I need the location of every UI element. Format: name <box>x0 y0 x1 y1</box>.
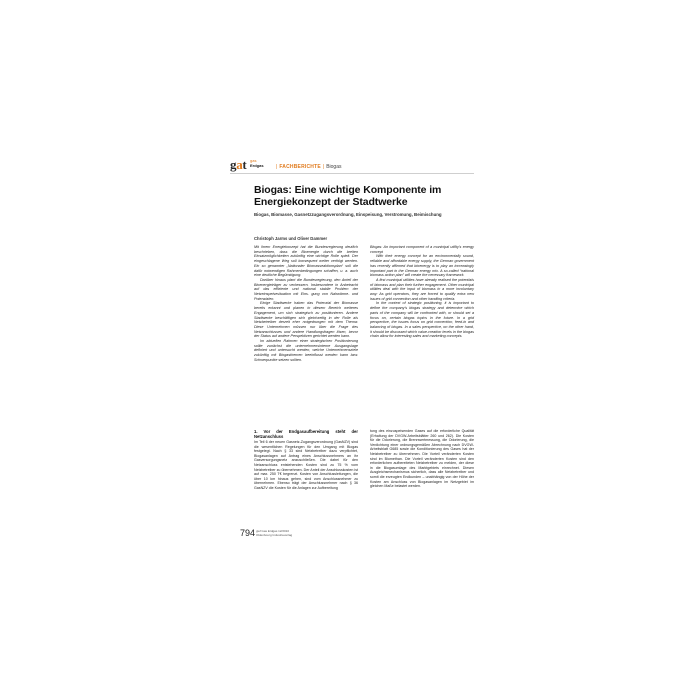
journal-logo-sub: Erdgas <box>250 163 264 168</box>
article-authors: Christoph Jarms und Oliver Dammer <box>254 236 328 241</box>
page-number: 794 <box>240 528 256 538</box>
page-header <box>230 157 474 175</box>
abstract-paragraph: With their energy concept for an environmentally sound, reliable and affordable energy supply, the German government has recently affirmed that bioenergy is to play an increasingly important part in the German energy mix. A so-called “national biomass action plan” will create the necessary framework. <box>370 254 474 278</box>
footer-publisher: Oldenbourg Industrieverlag <box>256 532 293 537</box>
journal-logo-super: gas <box>250 158 257 163</box>
journal-logo: gat <box>230 157 247 172</box>
abstract-paragraph: Darüber hinaus plant die Bundesregierung, den Anteil der Bioenergieträger zu verbessern. Insbesondere in Anbetracht auf das effiziente und national stabile Problem der Netzeinspeisesituation mit Eins. gung von Nahwärme- und Potenzialen. <box>254 277 358 301</box>
body-column-right <box>370 429 474 489</box>
article-title: Biogas: Eine wichtige Komponente im Energiekonzept der Stadtwerke <box>254 184 442 208</box>
abstract-english <box>370 245 474 339</box>
section-heading: 1. Vor der Endgasaufbereitung steht der Netzanschluss <box>254 429 358 439</box>
article-keywords: Biogas, Biomasse, Gasnetzzugangsverordnung, Einspeisung, Verstromung, Beimischung <box>254 212 442 217</box>
section-label: FACHBERICHTE <box>279 164 321 170</box>
body-paragraph: Im Teil 6 der neuen Gasnetz-Zugangsverordnung (GasNZV) sind die wesentlichen Regelungen für den Umgang mit Biogas festgelegt. Nach § 33 sind Netzbetreiber dazu verpflichtet, Biogasanlagen auf Antrag eines Anschlussnehmers an ihr Gasversorgungsnetz anzuschließen. Die dabei für den Netzanschluss entstehenden Kosten sind zu 75 % vom Netzbetreiber zu übernehmen. Der Anteil der Anschlusskosten ist auf max. 250 T€ begrenzt. Kosten von Anschlussleitungen, die über 10 km hinaus gehen, sind vom Anschlussnehmer zu übernehmen. Ebenso trägt der Anschlussnehmer nach § 36 GasNZV die Kosten für die Anlagen zur Aufbereitung <box>254 440 358 490</box>
article-page <box>230 157 474 543</box>
footer-info <box>256 530 292 537</box>
body-paragraph: tung des einzuspeisenden Gases auf die erforderliche Qualität (Erhaltung der DVGW-Arbeitsblätter 260 und 262). Die Kosten für die Odorierung, die Brennwertmessung, die Odorierung, die Verdichtung einer ordnungsgemäßen Abrechnung nach DVGW-Arbeitsblatt G685 sowie die Konditionierung des Gases hat der Netzbetreiber zu übernehmen. Die Vorteil veränderten Kosten sind im Biomethan. Die Vorteil veränderten Kosten sind den erforderlichen aufbereiteten Netzbetreiber zu melden, der diese in die Biogasumlage des Marktgebiets einrechnet. Diesen Ausgleichsmechanismus sicherlich, dass alle Netzbetreiber und somit die erzeugten Endkunden – unabhängig von der Höhe der Kosten am Anschluss von Biogasanlagen im Netzgebiet im gleichen Maße belastet werden. <box>370 429 474 489</box>
body-column-left <box>254 429 358 491</box>
abstract-paragraph: A first municipal utilities have already realised the potentials of biomass and plan their further engagement. Other municipal utilities deal with the input of biomass in a more involuntary way: As grid operators, they are forced to qualify extra new issues of grid connection and other handling criteria. <box>370 277 474 301</box>
header-divider <box>230 173 474 174</box>
footer-issue: gwf Gas Erdgas 12/2010 <box>256 529 290 533</box>
abstract-paragraph: Mit ihrem Energiekonzept hat die Bundesregierung deutlich beschrieben, dass die Bioenergie durch die breiten Einsatzmöglichkeiten zukünftig eine wichtige Rolle spielt. Der eingeschlagene Weg soll konsequent weiter verfolgt werden. Ein so genannter „Nationaler Biomasseaktionsplan“ soll die dafür notwendigen Rahmenbedingungen schaffen, u. a. auch eine deutliche Begünstigung. <box>254 245 358 278</box>
abstract-paragraph: Im aktuellen Rahmen einer strategischen Positionierung sollte zunächst die unternehmensinterne Ausgangslage definiert und untersucht werden, welche Unternehmensziele zukünftig mit Biogasthemen beeinflusst werden kann bzw. Schwerpunkte setzen sollten. <box>254 339 358 362</box>
abstract-paragraph: Einige Stadtwerke haben das Potenzial der Biomasse bereits erkannt und planen in diesem Bereich weiteres Engagement, um sich strategisch zu positionieren. Andere Stadtwerke beschäftigen sich gleichzeitig in der Rolle als Netzbetreiber derzeit eher notgedrungen mit dem Thema: Diese Unternehmen müssen nur über die Frage des Netzanschlusses und andere Handlungsfragen lösen, bevor der Status auf andere Perspektiven gerichtet werden kann. <box>254 301 358 339</box>
abstract-paragraph: In the context of strategic positioning, it is important to define the company's biogas strategy and determine which parts of the company will be confronted with, or should set a focus on, certain biogas topics in the future. In a grid perspective, the issues focus on grid connection, feed-in and balancing of biogas. In a sales perspective, on the other hand, it should be discussed which value-creation levels in the biogas chain allow for interesting sales and marketing concepts. <box>370 301 474 339</box>
topic-label: Biogas <box>326 164 342 170</box>
abstract-german <box>254 245 358 363</box>
breadcrumb: | FACHBERICHTE | Biogas <box>276 164 342 170</box>
abstract-paragraph: Biogas: An important component of a municipal utility's energy concept <box>370 245 474 254</box>
